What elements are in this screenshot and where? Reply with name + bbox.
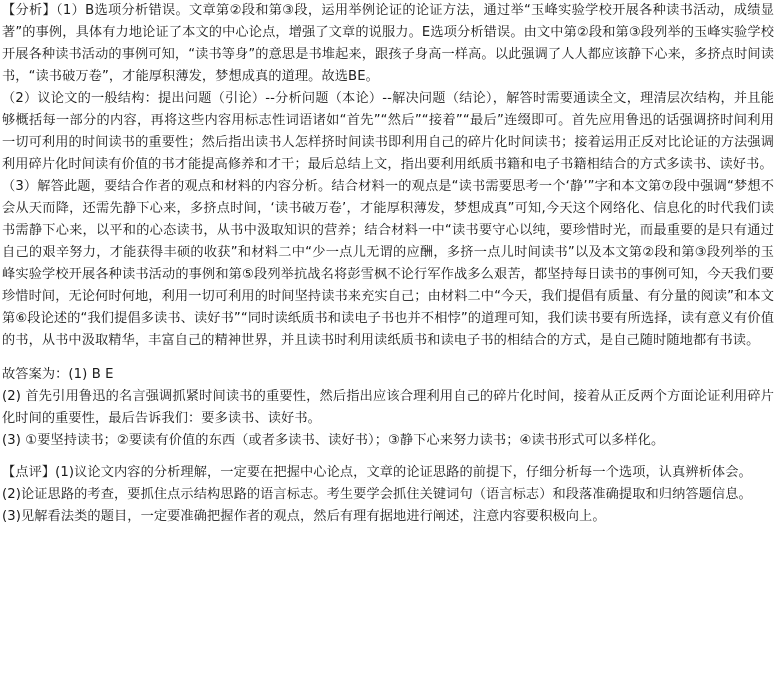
spacer xyxy=(2,452,774,462)
answer-line-2: (2) 首先引用鲁迅的名言强调抓紧时间读书的重要性，然后指出应该合理利用自己的碎片化时间，接着从正反两个方面论证利用碎片化时间的重要性，最后告诉我们：要多读书、读好书。 xyxy=(2,389,774,426)
analysis-part-3: （3）解答此题，要结合作者的观点和材料的内容分析。结合材料一的观点是“读书需要思考一个‘静’”字和本文第⑦段中强调“梦想不会从天而降，还需先静下心来，多挤点时间，‘读书破万卷’，才能厚积薄发，梦想成真”可知,今天这个网络化、信息化的时代我们读书需静下心来，以平和的心态读书，从书中汲取知识的营养；结合材料一中“读书要守心以纯，要珍惜时光，而最重要的是只有通过自己的艰辛努力，才能获得丰硕的收获”和材料二中“少一点儿无谓的应酬，多挤一点儿时间读书”以及本文第②段和第③段列举的玉峰实验学校开展各种读书活动的事例和第⑤段列举抗战名将彭雪枫不论行军作战多么艰苦，都坚持每日读书的事例可知，今天我们要珍惜时间，无论何时何地，利用一切可利用的时间坚持读书来充实自己；由材料二中“今天，我们提倡有质量、有分量的阅读”和本文第⑥段论述的“我们提倡多读书、读好书”“同时读纸质书和读电子书也并不相悖”的道理可知，我们读书要有所选择，读有意义有价值的书，从书中汲取精华，丰富自己的精神世界，并且读书时利用读纸质书和读电子书的相结合的方式，是自己随时随地都有书读。 xyxy=(2,179,774,348)
analysis-part-1: 【分析】（1）B选项分析错误。文章第②段和第③段，运用举例论证的论证方法，通过举“玉峰实验学校开展各种读书活动，成绩显著”的事例，具体有力地论证了本文的中心论点，增强了文章的说服力。E选项分析错误。由文中第②段和第③段列举的玉峰实验学校开展各种读书活动的事例可知，“读书等身”的意思是书堆起来，跟孩子身高一样高。以此强调了人人都应该静下心来，多挤点时间读书，“读书破万卷”，才能厚积薄发，梦想成真的道理。故选BE。 xyxy=(2,3,774,84)
comment-line-1: 【点评】(1)议论文内容的分析理解，一定要在把握中心论点，文章的论证思路的前提下，仔细分析每一个选项，认真辨析体会。 xyxy=(2,465,752,480)
answer-line-3: (3) ①要坚持读书；②要读有价值的东西（或者多读书、读好书）；③静下心来努力读书；④读书形式可以多样化。 xyxy=(2,433,665,448)
comment-line-2: (2)论证思路的考查，要抓住点示结构思路的语言标志。考生要学会抓住关键词句（语言标志）和段落准确提取和归纳答题信息。 xyxy=(2,487,752,502)
answer-line-1: 故答案为：(1) B E xyxy=(2,367,114,382)
comment-line-3: (3)见解看法类的题目，一定要准确把握作者的观点，然后有理有据地进行阐述，注意内容要积极向上。 xyxy=(2,509,606,524)
spacer xyxy=(2,352,774,364)
analysis-part-2: （2）议论文的一般结构：提出问题（引论）--分析问题（本论）--解决问题（结论），解答时需要通读全文，理清层次结构，并且能够概括每一部分的内容，再将这些内容用标志性词语诸如“首先”“然后”“接着”“最后”连缀即可。首先应用鲁迅的话强调挤时间利用一切可利用的时间读书的重要性；然后指出读书人怎样挤时间读书即利用自己的碎片化时间读书；接着运用正反对比论证的方法强调利用碎片化时间读有价值的书才能提高修养和才干；最后总结上文，指出要利用纸质书籍和电子书籍相结合的方式多读书、读好书。 xyxy=(2,91,774,172)
